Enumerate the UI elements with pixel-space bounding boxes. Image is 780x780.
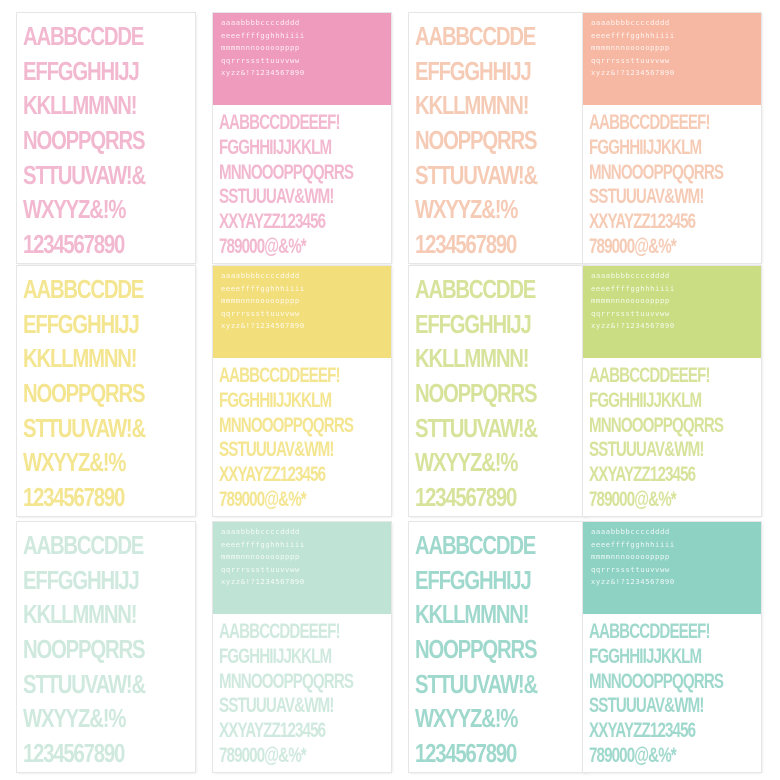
large-letter-row: 1234567890	[23, 481, 125, 512]
lowercase-row: xyzz&!?1234567890	[591, 321, 675, 331]
medium-letter-rows	[589, 364, 757, 512]
sticker-sheet-green-mixed	[583, 266, 761, 516]
lowercase-row: xyzz&!?1234567890	[591, 577, 675, 587]
sticker-sheet-green-big	[409, 266, 587, 516]
large-letter-row: KKLLMMNN!	[23, 343, 137, 374]
large-letter-rows	[415, 530, 581, 768]
large-letter-row: 1234567890	[415, 481, 517, 512]
lowercase-row: eeeeffffgghhhiiii	[221, 30, 305, 40]
large-letter-row: EFFGGHHIJJ	[23, 564, 139, 595]
medium-letter-row: FGGHHIIJJKKLM	[219, 388, 332, 412]
medium-letter-row: SSTUUUAV&WM!	[589, 694, 704, 718]
large-letter-row: 1234567890	[23, 228, 125, 259]
medium-letter-row: AABBCCDDEEEF!	[589, 111, 710, 134]
large-letter-row: WXYYZ&!%	[415, 447, 518, 478]
lowercase-sticker-block	[213, 522, 391, 614]
sticker-sheet-mint-big	[17, 522, 195, 772]
lowercase-row: eeeeffffgghhhiiii	[221, 283, 305, 293]
sticker-sheet-mint-mixed	[213, 522, 391, 772]
lowercase-sticker-block	[213, 13, 391, 105]
large-letter-row: KKLLMMNN!	[415, 599, 529, 630]
lowercase-row: aaaabbbbccccdddd	[591, 271, 670, 280]
medium-letter-row: XXYAYZZ123456	[219, 463, 326, 487]
medium-letter-row: XXYAYZZ123456	[589, 719, 696, 743]
medium-letter-row: 789000@&%*	[219, 234, 306, 258]
large-letter-row: NOOPPQRRS	[415, 377, 537, 408]
sticker-sheet-yellow-big	[17, 266, 195, 516]
medium-letter-row: MNNOOOPPQQRRS	[219, 413, 354, 437]
large-letter-row: 1234567890	[23, 737, 125, 768]
large-letter-row: KKLLMMNN!	[23, 599, 137, 630]
large-letter-row: EFFGGHHIJJ	[415, 55, 531, 86]
lowercase-sticker-block	[583, 266, 761, 358]
large-letter-row: 1234567890	[415, 737, 517, 768]
lowercase-row: aaaabbbbccccdddd	[591, 18, 670, 27]
medium-letter-row: XXYAYZZ123456	[589, 210, 696, 234]
medium-letter-row: FGGHHIIJJKKLM	[589, 388, 702, 412]
medium-letter-row: FGGHHIIJJKKLM	[589, 644, 702, 668]
lowercase-row: eeeeffffgghhhiiii	[591, 283, 675, 293]
medium-letter-row: SSTUUUAV&WM!	[219, 185, 334, 209]
large-letter-row: STTUUVAW!&	[415, 668, 537, 699]
medium-letter-row: AABBCCDDEEEF!	[219, 111, 340, 134]
large-letter-row: AABBCCDDE	[23, 274, 144, 304]
medium-letter-row: SSTUUUAV&WM!	[219, 438, 334, 462]
medium-letter-row: MNNOOOPPQQRRS	[589, 160, 724, 184]
large-letter-row: KKLLMMNN!	[415, 90, 529, 121]
medium-letter-row: AABBCCDDEEEF!	[219, 620, 340, 643]
lowercase-row: qqrrrsssttuuvvww	[221, 308, 300, 318]
large-letter-row: NOOPPQRRS	[23, 633, 145, 664]
lowercase-row: aaaabbbbccccdddd	[591, 527, 670, 536]
sticker-sheet-pink-mixed	[213, 13, 391, 263]
large-letter-row: KKLLMMNN!	[415, 343, 529, 374]
lowercase-row: mmmmnnnooooopppp	[221, 552, 300, 562]
large-letter-rows	[415, 21, 581, 259]
medium-letter-row: SSTUUUAV&WM!	[589, 438, 704, 462]
sticker-sheet-peach-mixed	[583, 13, 761, 263]
lowercase-row: mmmmnnnooooopppp	[591, 43, 670, 53]
large-letter-row: AABBCCDDE	[23, 530, 144, 560]
lowercase-row: eeeeffffgghhhiiii	[591, 30, 675, 40]
lowercase-row: aaaabbbbccccdddd	[221, 527, 300, 536]
large-letter-rows	[23, 274, 189, 512]
sticker-sheet-peach-big	[409, 13, 587, 263]
medium-letter-rows	[219, 111, 387, 259]
large-letter-row: EFFGGHHIJJ	[23, 55, 139, 86]
sticker-sheet-pink-big	[17, 13, 195, 263]
lowercase-row: qqrrrsssttuuvvww	[591, 308, 670, 318]
medium-letter-row: XXYAYZZ123456	[589, 463, 696, 487]
lowercase-row: xyzz&!?1234567890	[221, 577, 305, 587]
sticker-sheet-teal-mixed	[583, 522, 761, 772]
lowercase-row: mmmmnnnooooopppp	[221, 296, 300, 306]
large-letter-rows	[23, 21, 189, 259]
lowercase-row: qqrrrsssttuuvvww	[591, 564, 670, 574]
lowercase-row: mmmmnnnooooopppp	[591, 552, 670, 562]
lowercase-row: xyzz&!?1234567890	[221, 321, 305, 331]
large-letter-row: WXYYZ&!%	[23, 703, 126, 734]
large-letter-row: WXYYZ&!%	[415, 703, 518, 734]
lowercase-row: mmmmnnnooooopppp	[591, 296, 670, 306]
medium-letter-rows	[589, 620, 757, 768]
lowercase-row: qqrrrsssttuuvvww	[591, 55, 670, 65]
large-letter-rows	[23, 530, 189, 768]
medium-letter-row: FGGHHIIJJKKLM	[589, 135, 702, 159]
sticker-sheet-yellow-mixed	[213, 266, 391, 516]
medium-letter-row: AABBCCDDEEEF!	[589, 620, 710, 643]
large-letter-row: AABBCCDDE	[415, 530, 536, 560]
large-letter-row: NOOPPQRRS	[415, 633, 537, 664]
medium-letter-row: 789000@&%*	[589, 234, 676, 258]
large-letter-row: NOOPPQRRS	[23, 124, 145, 155]
large-letter-row: STTUUVAW!&	[23, 159, 145, 190]
medium-letter-row: FGGHHIIJJKKLM	[219, 135, 332, 159]
medium-letter-row: MNNOOOPPQQRRS	[589, 413, 724, 437]
medium-letter-row: 789000@&%*	[219, 487, 306, 511]
large-letter-row: AABBCCDDE	[23, 21, 144, 51]
large-letter-row: STTUUVAW!&	[23, 668, 145, 699]
lowercase-row: xyzz&!?1234567890	[591, 68, 675, 78]
medium-letter-row: MNNOOOPPQQRRS	[219, 669, 354, 693]
large-letter-row: NOOPPQRRS	[23, 377, 145, 408]
lowercase-sticker-block	[213, 266, 391, 358]
medium-letter-row: AABBCCDDEEEF!	[589, 364, 710, 387]
large-letter-row: WXYYZ&!%	[415, 194, 518, 225]
medium-letter-row: SSTUUUAV&WM!	[589, 185, 704, 209]
lowercase-row: qqrrrsssttuuvvww	[221, 55, 300, 65]
lowercase-sticker-block	[583, 522, 761, 614]
lowercase-row: aaaabbbbccccdddd	[221, 18, 300, 27]
medium-letter-rows	[219, 364, 387, 512]
large-letter-row: 1234567890	[415, 228, 517, 259]
large-letter-row: AABBCCDDE	[415, 21, 536, 51]
large-letter-row: NOOPPQRRS	[415, 124, 537, 155]
medium-letter-row: SSTUUUAV&WM!	[219, 694, 334, 718]
medium-letter-row: XXYAYZZ123456	[219, 719, 326, 743]
large-letter-row: EFFGGHHIJJ	[23, 308, 139, 339]
medium-letter-row: 789000@&%*	[589, 743, 676, 767]
large-letter-row: WXYYZ&!%	[23, 194, 126, 225]
lowercase-row: xyzz&!?1234567890	[221, 68, 305, 78]
lowercase-row: qqrrrsssttuuvvww	[221, 564, 300, 574]
lowercase-row: mmmmnnnooooopppp	[221, 43, 300, 53]
lowercase-row: aaaabbbbccccdddd	[221, 271, 300, 280]
large-letter-row: STTUUVAW!&	[415, 412, 537, 443]
large-letter-row: STTUUVAW!&	[23, 412, 145, 443]
medium-letter-row: 789000@&%*	[589, 487, 676, 511]
lowercase-sticker-block	[583, 13, 761, 105]
medium-letter-row: AABBCCDDEEEF!	[219, 364, 340, 387]
lowercase-row: eeeeffffgghhhiiii	[591, 539, 675, 549]
sticker-sheet-teal-big	[409, 522, 587, 772]
medium-letter-rows	[589, 111, 757, 259]
medium-letter-row: MNNOOOPPQQRRS	[219, 160, 354, 184]
medium-letter-row: XXYAYZZ123456	[219, 210, 326, 234]
large-letter-row: KKLLMMNN!	[23, 90, 137, 121]
large-letter-row: AABBCCDDE	[415, 274, 536, 304]
medium-letter-row: 789000@&%*	[219, 743, 306, 767]
large-letter-row: STTUUVAW!&	[415, 159, 537, 190]
medium-letter-rows	[219, 620, 387, 768]
medium-letter-row: MNNOOOPPQQRRS	[589, 669, 724, 693]
large-letter-row: EFFGGHHIJJ	[415, 564, 531, 595]
large-letter-rows	[415, 274, 581, 512]
lowercase-row: eeeeffffgghhhiiii	[221, 539, 305, 549]
large-letter-row: EFFGGHHIJJ	[415, 308, 531, 339]
medium-letter-row: FGGHHIIJJKKLM	[219, 644, 332, 668]
large-letter-row: WXYYZ&!%	[23, 447, 126, 478]
